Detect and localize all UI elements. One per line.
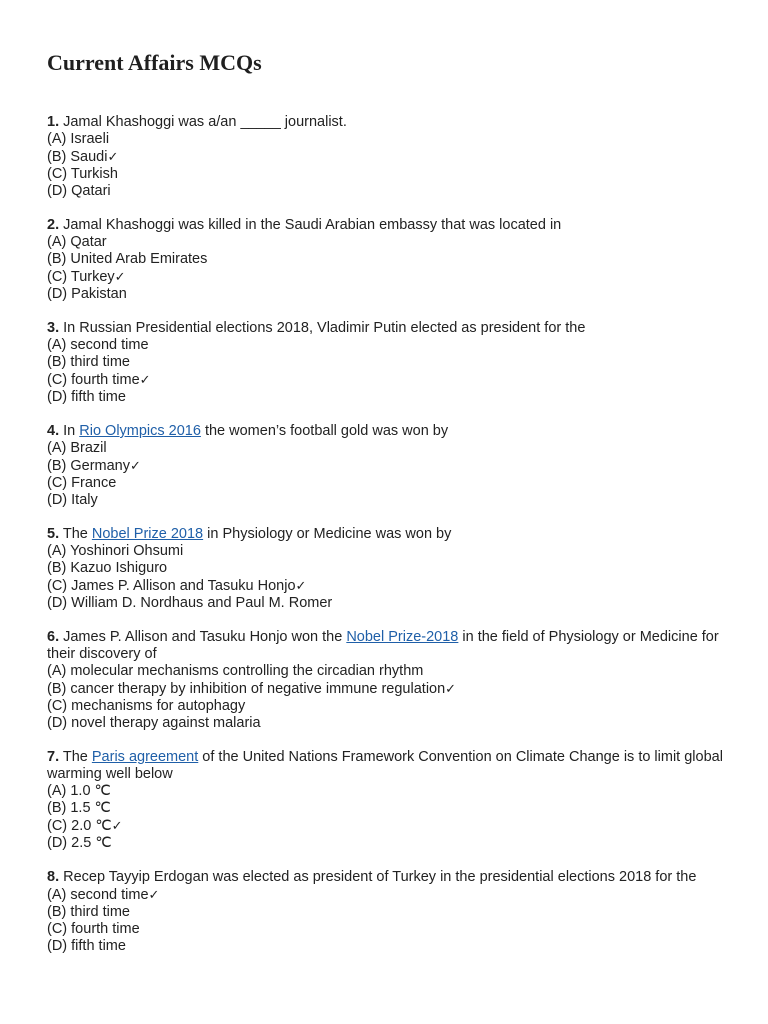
answer-option bbox=[47, 817, 737, 835]
answer-option-label: (C) fourth time bbox=[47, 372, 140, 388]
question-text bbox=[47, 217, 737, 234]
question-number: 2. bbox=[47, 217, 60, 233]
answer-option bbox=[47, 337, 737, 354]
question-text-segment: The bbox=[59, 749, 92, 765]
question-4 bbox=[47, 423, 737, 509]
answer-option-label: (C) James P. Allison and Tasuku Honjo bbox=[47, 578, 296, 594]
answer-option-label: (D) Pakistan bbox=[47, 286, 127, 302]
answer-option-label: (C) France bbox=[47, 475, 117, 491]
answer-option-label: (B) Germany bbox=[47, 458, 130, 474]
answer-option bbox=[47, 595, 737, 612]
answer-option bbox=[47, 715, 737, 732]
answer-option-label: (B) Kazuo Ishiguro bbox=[47, 560, 168, 576]
question-text bbox=[47, 320, 737, 337]
question-text-segment: Jamal Khashoggi was killed in the Saudi Arabian embassy that was located in bbox=[59, 217, 562, 233]
answer-option-label: (C) mechanisms for autophagy bbox=[47, 698, 246, 714]
question-text bbox=[47, 749, 737, 783]
answer-option-label: (B) United Arab Emirates bbox=[47, 251, 208, 267]
answer-option-label: (C) Turkey bbox=[47, 269, 115, 285]
answer-option-label: (A) Israeli bbox=[47, 131, 110, 147]
question-link[interactable]: Rio Olympics 2016 bbox=[79, 423, 201, 439]
answer-option bbox=[47, 835, 737, 852]
answer-option-label: (D) 2.5 ℃ bbox=[47, 835, 112, 851]
answer-option bbox=[47, 131, 737, 148]
answer-option bbox=[47, 577, 737, 595]
answer-option bbox=[47, 783, 737, 800]
answer-option-label: (C) fourth time bbox=[47, 921, 140, 937]
question-link[interactable]: Nobel Prize 2018 bbox=[91, 526, 204, 542]
answer-option bbox=[47, 440, 737, 457]
question-1 bbox=[47, 114, 737, 200]
checkmark-icon: ✓ bbox=[445, 681, 457, 696]
question-text-segment: in Physiology or Medicine was won by bbox=[203, 526, 452, 542]
question-number: 1. bbox=[47, 114, 60, 130]
answer-option bbox=[47, 921, 737, 938]
question-link[interactable]: Paris agreement bbox=[91, 749, 199, 765]
answer-option-label: (A) 1.0 ℃ bbox=[47, 783, 111, 799]
answer-option-label: (B) cancer therapy by inhibition of negative immune regulation bbox=[47, 681, 446, 697]
answer-option-label: (A) molecular mechanisms controlling the circadian rhythm bbox=[47, 663, 424, 679]
answer-option bbox=[47, 938, 737, 955]
answer-option bbox=[47, 492, 737, 509]
answer-option bbox=[47, 457, 737, 475]
answer-option-label: (D) Italy bbox=[47, 492, 98, 508]
answer-option bbox=[47, 183, 737, 200]
question-text bbox=[47, 114, 737, 131]
answer-option-label: (B) third time bbox=[47, 904, 130, 920]
answer-option bbox=[47, 543, 737, 560]
question-text bbox=[47, 423, 737, 440]
question-text-segment: Recep Tayyip Erdogan was elected as president of Turkey in the presidential elections 2018 for the bbox=[59, 869, 697, 885]
answer-option-label: (A) Brazil bbox=[47, 440, 107, 456]
checkmark-icon: ✓ bbox=[295, 578, 307, 593]
question-list bbox=[47, 114, 737, 972]
answer-option-label: (B) third time bbox=[47, 354, 130, 370]
question-text-segment: The bbox=[59, 526, 92, 542]
question-number: 4. bbox=[47, 423, 60, 439]
answer-option bbox=[47, 234, 737, 251]
question-text bbox=[47, 869, 737, 886]
question-3 bbox=[47, 320, 737, 406]
answer-option-label: (D) fifth time bbox=[47, 938, 126, 954]
question-link[interactable]: Nobel Prize-2018 bbox=[346, 629, 459, 645]
checkmark-icon: ✓ bbox=[111, 818, 123, 833]
answer-option-label: (D) novel therapy against malaria bbox=[47, 715, 261, 731]
question-text-segment: James P. Allison and Tasuku Honjo won the bbox=[59, 629, 347, 645]
question-5 bbox=[47, 526, 737, 612]
question-7 bbox=[47, 749, 737, 852]
answer-option bbox=[47, 475, 737, 492]
answer-option-label: (C) Turkish bbox=[47, 166, 118, 182]
question-number: 3. bbox=[47, 320, 60, 336]
page-title: Current Affairs MCQs bbox=[47, 50, 262, 75]
answer-option-label: (D) William D. Nordhaus and Paul M. Romer bbox=[47, 595, 333, 611]
question-text-segment: In Russian Presidential elections 2018, Vladimir Putin elected as president for the bbox=[59, 320, 586, 336]
question-6 bbox=[47, 629, 737, 732]
answer-option-label: (A) Qatar bbox=[47, 234, 107, 250]
question-text-segment: of the United Nations Framework Convention on Climate Change is to limit global warming well below bbox=[47, 749, 723, 782]
question-text-segment: in the field of Physiology or Medicine for their discovery of bbox=[47, 629, 719, 662]
checkmark-icon: ✓ bbox=[107, 149, 119, 164]
question-text bbox=[47, 629, 737, 663]
answer-option bbox=[47, 166, 737, 183]
answer-option bbox=[47, 371, 737, 389]
answer-option bbox=[47, 251, 737, 268]
question-number: 5. bbox=[47, 526, 60, 542]
question-8 bbox=[47, 869, 737, 955]
checkmark-icon: ✓ bbox=[130, 458, 141, 473]
question-number: 7. bbox=[47, 749, 60, 765]
question-text-segment: Jamal Khashoggi was a/an _____ journalist. bbox=[59, 114, 347, 130]
answer-option bbox=[47, 268, 737, 286]
answer-option bbox=[47, 148, 737, 166]
answer-option-label: (A) Yoshinori Ohsumi bbox=[47, 543, 184, 559]
answer-option bbox=[47, 800, 737, 817]
question-number: 8. bbox=[47, 869, 60, 885]
answer-option bbox=[47, 663, 737, 680]
question-text-segment: the women’s football gold was won by bbox=[200, 423, 449, 439]
question-text-segment: In bbox=[59, 423, 80, 439]
answer-option bbox=[47, 354, 737, 371]
answer-option-label: (B) 1.5 ℃ bbox=[47, 800, 111, 816]
question-2 bbox=[47, 217, 737, 303]
answer-option bbox=[47, 698, 737, 715]
answer-option bbox=[47, 886, 737, 904]
answer-option bbox=[47, 389, 737, 406]
answer-option bbox=[47, 904, 737, 921]
answer-option bbox=[47, 560, 737, 577]
answer-option-label: (D) fifth time bbox=[47, 389, 126, 405]
answer-option bbox=[47, 680, 737, 698]
checkmark-icon: ✓ bbox=[114, 269, 126, 284]
answer-option-label: (A) second time bbox=[47, 887, 149, 903]
answer-option-label: (A) second time bbox=[47, 337, 149, 353]
checkmark-icon: ✓ bbox=[148, 887, 160, 902]
checkmark-icon: ✓ bbox=[139, 372, 151, 387]
answer-option-label: (D) Qatari bbox=[47, 183, 111, 199]
question-number: 6. bbox=[47, 629, 60, 645]
answer-option-label: (C) 2.0 ℃ bbox=[47, 818, 112, 834]
answer-option-label: (B) Saudi bbox=[47, 149, 108, 165]
answer-option bbox=[47, 286, 737, 303]
question-text bbox=[47, 526, 737, 543]
